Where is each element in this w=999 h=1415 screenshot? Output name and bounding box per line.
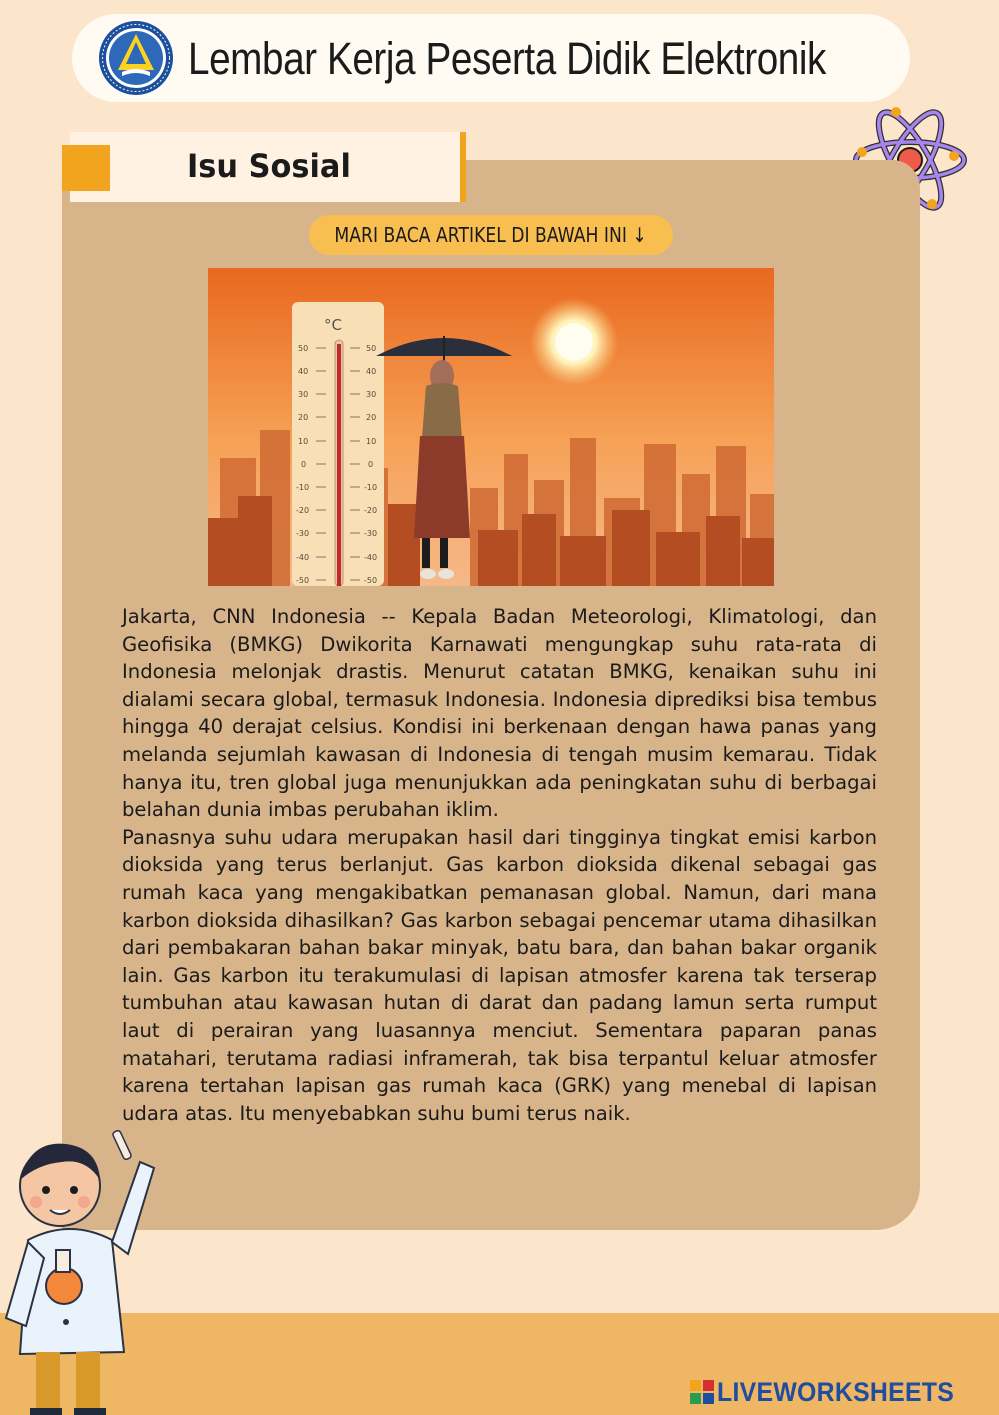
scale-left-minus10: -10 xyxy=(296,483,310,492)
scale-left-30: 30 xyxy=(298,390,309,399)
scale-left-minus20: -20 xyxy=(296,506,310,515)
scale-left-minus30: -30 xyxy=(296,529,310,538)
arrow-down-icon: ↓ xyxy=(632,223,648,247)
liveworksheets-brand xyxy=(690,1374,975,1408)
section-tab-marker xyxy=(62,145,110,191)
scale-left-minus50: -50 xyxy=(296,576,310,585)
section-title: Isu Sosial xyxy=(187,147,351,185)
badge-label: MARI BACA ARTIKEL DI BAWAH INI xyxy=(334,223,628,247)
scale-right-0: 0 xyxy=(368,460,374,469)
article-paragraph: Jakarta, CNN Indonesia -- Kepala Badan Meteorologi, Klimatologi, dan Geofisika (BMKG) Dwikorita Karnawati mengungkap suhu rata-rata di Indonesia melonjak drastis. Menurut catatan BMKG, kenaikan suhu ini dialami secara global, termasuk Indonesia. Indonesia diprediksi bisa tembus hingga 40 derajat celsius. Kondisi ini berkenaan dengan hawa panas yang melanda sejumlah kawasan di Indonesia di tengah musim kemarau. Tidak hanya itu, tren global juga menunjukkan ada peningkatan suhu di berbagai belahan dunia imbas perubahan iklim. xyxy=(122,605,877,822)
heatwave-illustration xyxy=(208,268,774,586)
scale-left-minus40: -40 xyxy=(296,553,310,562)
scale-right-30: 30 xyxy=(366,390,377,399)
scale-right-minus10: -10 xyxy=(364,483,378,492)
scale-left-40: 40 xyxy=(298,367,309,376)
scale-left-50: 50 xyxy=(298,344,309,353)
thermometer-unit: °C xyxy=(324,316,342,334)
scale-left-0: 0 xyxy=(301,460,307,469)
read-article-badge xyxy=(309,215,673,255)
scientist-illustration xyxy=(0,1122,160,1415)
scale-right-minus20: -20 xyxy=(364,506,378,515)
article-paragraph: Panasnya suhu udara merupakan hasil dari tingginya tingkat emisi karbon dioksida yang terus berlanjut. Gas karbon dioksida dikenal sebagai gas rumah kaca yang mengakibatkan pemanasan global. Namun, dari mana karbon dioksida dihasilkan? Gas karbon sebagai pencemar utama dihasilkan dari pembakaran bahan bakar minyak, batu bara, dan bahan bakar organik lain. Gas karbon itu terakumulasi di lapisan atmosfer karena tak terserap tumbuhan atau kawasan hutan di darat dan padang lamun serta rumput laut di perairan yang luasannya menciut. Sementara paparan panas matahari, terutama radiasi inframerah, tak bisa terpantul keluar atmosfer karena tertahan lapisan gas rumah kaca (GRK) yang menebal di lapisan udara atas. Itu menyebabkan suhu bumi terus naik. xyxy=(122,825,877,1125)
liveworksheets-logo-icon xyxy=(690,1380,714,1404)
school-logo-icon xyxy=(98,20,174,96)
scale-right-minus30: -30 xyxy=(364,529,378,538)
scale-left-20: 20 xyxy=(298,413,309,422)
scale-left-10: 10 xyxy=(298,437,309,446)
scale-right-50: 50 xyxy=(366,344,377,353)
scale-right-minus50: -50 xyxy=(364,576,378,585)
scale-right-40: 40 xyxy=(366,367,377,376)
scale-right-10: 10 xyxy=(366,437,377,446)
scale-right-20: 20 xyxy=(366,413,377,422)
page-title: Lembar Kerja Peserta Didik Elektronik xyxy=(188,33,826,84)
article-body xyxy=(122,603,877,1127)
scale-right-minus40: -40 xyxy=(364,553,378,562)
brand-label: LIVEWORKSHEETS xyxy=(717,1376,955,1407)
